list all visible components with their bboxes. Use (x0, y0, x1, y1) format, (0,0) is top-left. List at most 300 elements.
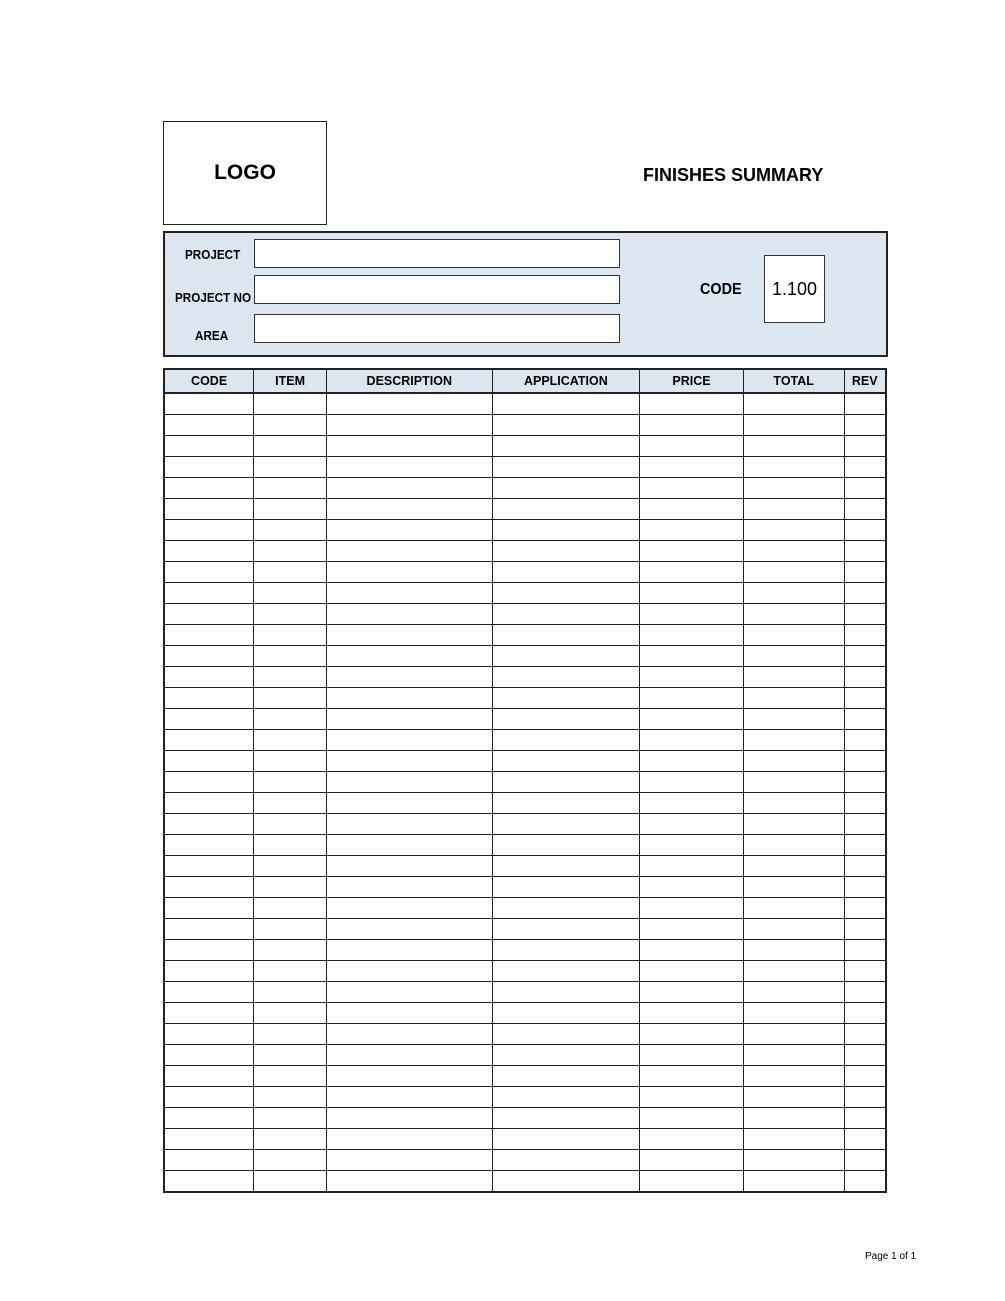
cell-description[interactable] (326, 478, 492, 499)
cell-description[interactable] (326, 541, 492, 562)
cell-description[interactable] (326, 961, 492, 982)
cell-price[interactable] (640, 646, 744, 667)
cell-code[interactable] (164, 961, 254, 982)
cell-rev[interactable] (844, 541, 886, 562)
table-row (164, 1171, 886, 1193)
cell-item[interactable] (254, 856, 327, 877)
cell-description[interactable] (326, 499, 492, 520)
cell-item[interactable] (254, 709, 327, 730)
cell-price[interactable] (640, 499, 744, 520)
cell-rev[interactable] (844, 982, 886, 1003)
cell-code[interactable] (164, 1066, 254, 1087)
cell-application[interactable] (492, 982, 640, 1003)
cell-description[interactable] (326, 625, 492, 646)
cell-price[interactable] (640, 604, 744, 625)
cell-item[interactable] (254, 393, 327, 415)
cell-code[interactable] (164, 625, 254, 646)
cell-total[interactable] (743, 1003, 844, 1024)
cell-application[interactable] (492, 835, 640, 856)
cell-description[interactable] (326, 688, 492, 709)
cell-rev[interactable] (844, 583, 886, 604)
cell-code[interactable] (164, 478, 254, 499)
cell-price[interactable] (640, 772, 744, 793)
cell-code[interactable] (164, 562, 254, 583)
cell-code[interactable] (164, 688, 254, 709)
cell-application[interactable] (492, 709, 640, 730)
cell-code[interactable] (164, 856, 254, 877)
cell-description[interactable] (326, 415, 492, 436)
cell-price[interactable] (640, 856, 744, 877)
cell-code[interactable] (164, 898, 254, 919)
cell-rev[interactable] (844, 1129, 886, 1150)
cell-total[interactable] (743, 898, 844, 919)
cell-description[interactable] (326, 1108, 492, 1129)
cell-code[interactable] (164, 1087, 254, 1108)
cell-total[interactable] (743, 814, 844, 835)
cell-total[interactable] (743, 940, 844, 961)
project-no-field[interactable] (254, 275, 620, 304)
cell-rev[interactable] (844, 499, 886, 520)
table-row (164, 793, 886, 814)
cell-rev[interactable] (844, 436, 886, 457)
cell-description[interactable] (326, 1066, 492, 1087)
cell-rev[interactable] (844, 604, 886, 625)
cell-application[interactable] (492, 583, 640, 604)
cell-item[interactable] (254, 583, 327, 604)
cell-total[interactable] (743, 1087, 844, 1108)
cell-item[interactable] (254, 1108, 327, 1129)
cell-total[interactable] (743, 856, 844, 877)
cell-item[interactable] (254, 436, 327, 457)
cell-application[interactable] (492, 1150, 640, 1171)
cell-description[interactable] (326, 814, 492, 835)
cell-item[interactable] (254, 646, 327, 667)
page-number: Page 1 of 1 (865, 1251, 917, 1262)
cell-description[interactable] (326, 898, 492, 919)
cell-price[interactable] (640, 1171, 744, 1193)
cell-description[interactable] (326, 583, 492, 604)
cell-item[interactable] (254, 961, 327, 982)
cell-total[interactable] (743, 562, 844, 583)
cell-rev[interactable] (844, 520, 886, 541)
cell-rev[interactable] (844, 730, 886, 751)
cell-item[interactable] (254, 814, 327, 835)
cell-rev[interactable] (844, 393, 886, 415)
logo-placeholder: LOGO (163, 121, 327, 225)
cell-rev[interactable] (844, 772, 886, 793)
cell-price[interactable] (640, 898, 744, 919)
cell-total[interactable] (743, 436, 844, 457)
cell-item[interactable] (254, 1024, 327, 1045)
code-value[interactable]: 1.100 (764, 255, 825, 323)
cell-description[interactable] (326, 1003, 492, 1024)
cell-description[interactable] (326, 877, 492, 898)
cell-description[interactable] (326, 646, 492, 667)
table-row (164, 415, 886, 436)
cell-item[interactable] (254, 541, 327, 562)
cell-total[interactable] (743, 730, 844, 751)
cell-code[interactable] (164, 541, 254, 562)
cell-code[interactable] (164, 646, 254, 667)
cell-total[interactable] (743, 1129, 844, 1150)
cell-description[interactable] (326, 1024, 492, 1045)
cell-price[interactable] (640, 520, 744, 541)
cell-price[interactable] (640, 1066, 744, 1087)
cell-application[interactable] (492, 688, 640, 709)
cell-code[interactable] (164, 919, 254, 940)
cell-total[interactable] (743, 625, 844, 646)
cell-application[interactable] (492, 1045, 640, 1066)
cell-price[interactable] (640, 961, 744, 982)
cell-item[interactable] (254, 835, 327, 856)
cell-item[interactable] (254, 1150, 327, 1171)
cell-total[interactable] (743, 982, 844, 1003)
cell-code[interactable] (164, 1171, 254, 1193)
cell-price[interactable] (640, 393, 744, 415)
cell-code[interactable] (164, 393, 254, 415)
cell-item[interactable] (254, 751, 327, 772)
cell-application[interactable] (492, 646, 640, 667)
cell-application[interactable] (492, 772, 640, 793)
cell-rev[interactable] (844, 835, 886, 856)
cell-code[interactable] (164, 415, 254, 436)
cell-price[interactable] (640, 709, 744, 730)
table-row (164, 604, 886, 625)
cell-application[interactable] (492, 478, 640, 499)
table-row (164, 919, 886, 940)
cell-price[interactable] (640, 1087, 744, 1108)
cell-rev[interactable] (844, 415, 886, 436)
table-row (164, 583, 886, 604)
cell-code[interactable] (164, 604, 254, 625)
cell-item[interactable] (254, 940, 327, 961)
cell-description[interactable] (326, 1129, 492, 1150)
table-row (164, 541, 886, 562)
cell-code[interactable] (164, 751, 254, 772)
cell-description[interactable] (326, 604, 492, 625)
cell-price[interactable] (640, 625, 744, 646)
table-row (164, 1150, 886, 1171)
column-header-description: DESCRIPTION (326, 369, 492, 393)
cell-code[interactable] (164, 1150, 254, 1171)
cell-description[interactable] (326, 919, 492, 940)
cell-total[interactable] (743, 919, 844, 940)
cell-price[interactable] (640, 982, 744, 1003)
table-row (164, 457, 886, 478)
cell-item[interactable] (254, 415, 327, 436)
cell-rev[interactable] (844, 961, 886, 982)
cell-total[interactable] (743, 772, 844, 793)
cell-item[interactable] (254, 688, 327, 709)
cell-rev[interactable] (844, 646, 886, 667)
cell-description[interactable] (326, 667, 492, 688)
cell-total[interactable] (743, 415, 844, 436)
cell-total[interactable] (743, 1024, 844, 1045)
table-row (164, 982, 886, 1003)
cell-rev[interactable] (844, 688, 886, 709)
cell-price[interactable] (640, 730, 744, 751)
cell-code[interactable] (164, 940, 254, 961)
cell-total[interactable] (743, 835, 844, 856)
cell-item[interactable] (254, 1045, 327, 1066)
cell-code[interactable] (164, 793, 254, 814)
cell-code[interactable] (164, 583, 254, 604)
cell-item[interactable] (254, 877, 327, 898)
cell-code[interactable] (164, 667, 254, 688)
cell-item[interactable] (254, 520, 327, 541)
cell-description[interactable] (326, 772, 492, 793)
cell-rev[interactable] (844, 1087, 886, 1108)
cell-code[interactable] (164, 982, 254, 1003)
cell-item[interactable] (254, 667, 327, 688)
cell-application[interactable] (492, 751, 640, 772)
cell-price[interactable] (640, 436, 744, 457)
cell-application[interactable] (492, 604, 640, 625)
cell-application[interactable] (492, 436, 640, 457)
cell-rev[interactable] (844, 1024, 886, 1045)
cell-price[interactable] (640, 541, 744, 562)
cell-total[interactable] (743, 499, 844, 520)
cell-application[interactable] (492, 1066, 640, 1087)
cell-description[interactable] (326, 457, 492, 478)
cell-total[interactable] (743, 709, 844, 730)
cell-rev[interactable] (844, 562, 886, 583)
cell-item[interactable] (254, 982, 327, 1003)
cell-description[interactable] (326, 730, 492, 751)
cell-price[interactable] (640, 1003, 744, 1024)
cell-description[interactable] (326, 520, 492, 541)
cell-total[interactable] (743, 541, 844, 562)
cell-price[interactable] (640, 478, 744, 499)
cell-code[interactable] (164, 457, 254, 478)
cell-application[interactable] (492, 1003, 640, 1024)
cell-item[interactable] (254, 457, 327, 478)
table-row (164, 436, 886, 457)
cell-application[interactable] (492, 814, 640, 835)
cell-item[interactable] (254, 499, 327, 520)
cell-item[interactable] (254, 1087, 327, 1108)
cell-rev[interactable] (844, 793, 886, 814)
cell-application[interactable] (492, 541, 640, 562)
cell-price[interactable] (640, 940, 744, 961)
table-row (164, 856, 886, 877)
cell-description[interactable] (326, 856, 492, 877)
cell-total[interactable] (743, 1108, 844, 1129)
cell-total[interactable] (743, 961, 844, 982)
table-row (164, 1087, 886, 1108)
cell-application[interactable] (492, 457, 640, 478)
cell-item[interactable] (254, 1003, 327, 1024)
cell-total[interactable] (743, 667, 844, 688)
cell-price[interactable] (640, 1150, 744, 1171)
cell-total[interactable] (743, 393, 844, 415)
cell-price[interactable] (640, 877, 744, 898)
cell-application[interactable] (492, 499, 640, 520)
cell-application[interactable] (492, 393, 640, 415)
cell-item[interactable] (254, 1171, 327, 1193)
cell-rev[interactable] (844, 457, 886, 478)
cell-application[interactable] (492, 520, 640, 541)
cell-code[interactable] (164, 1129, 254, 1150)
cell-item[interactable] (254, 478, 327, 499)
cell-code[interactable] (164, 1024, 254, 1045)
cell-rev[interactable] (844, 709, 886, 730)
cell-description[interactable] (326, 835, 492, 856)
table-row (164, 940, 886, 961)
cell-price[interactable] (640, 814, 744, 835)
cell-price[interactable] (640, 688, 744, 709)
cell-application[interactable] (492, 562, 640, 583)
cell-price[interactable] (640, 751, 744, 772)
table-row (164, 499, 886, 520)
project-info-panel (163, 231, 888, 357)
cell-rev[interactable] (844, 898, 886, 919)
cell-description[interactable] (326, 436, 492, 457)
project-field[interactable] (254, 239, 620, 268)
cell-price[interactable] (640, 835, 744, 856)
cell-description[interactable] (326, 562, 492, 583)
table-row (164, 625, 886, 646)
cell-code[interactable] (164, 499, 254, 520)
cell-application[interactable] (492, 667, 640, 688)
column-header-rev: REV (844, 369, 886, 393)
cell-item[interactable] (254, 1066, 327, 1087)
cell-total[interactable] (743, 1045, 844, 1066)
cell-application[interactable] (492, 1129, 640, 1150)
cell-application[interactable] (492, 856, 640, 877)
cell-application[interactable] (492, 961, 640, 982)
cell-rev[interactable] (844, 814, 886, 835)
cell-application[interactable] (492, 1087, 640, 1108)
table-row (164, 1129, 886, 1150)
cell-rev[interactable] (844, 919, 886, 940)
cell-code[interactable] (164, 772, 254, 793)
cell-item[interactable] (254, 625, 327, 646)
cell-description[interactable] (326, 1087, 492, 1108)
cell-rev[interactable] (844, 1003, 886, 1024)
table-row (164, 646, 886, 667)
cell-code[interactable] (164, 835, 254, 856)
cell-item[interactable] (254, 919, 327, 940)
cell-application[interactable] (492, 898, 640, 919)
cell-total[interactable] (743, 688, 844, 709)
cell-total[interactable] (743, 793, 844, 814)
cell-code[interactable] (164, 877, 254, 898)
cell-description[interactable] (326, 709, 492, 730)
cell-total[interactable] (743, 1150, 844, 1171)
cell-item[interactable] (254, 562, 327, 583)
cell-description[interactable] (326, 793, 492, 814)
cell-application[interactable] (492, 1171, 640, 1193)
cell-price[interactable] (640, 583, 744, 604)
cell-description[interactable] (326, 393, 492, 415)
cell-rev[interactable] (844, 877, 886, 898)
cell-rev[interactable] (844, 625, 886, 646)
table-row (164, 667, 886, 688)
cell-item[interactable] (254, 793, 327, 814)
cell-description[interactable] (326, 1171, 492, 1193)
cell-code[interactable] (164, 436, 254, 457)
cell-total[interactable] (743, 604, 844, 625)
column-header-total: TOTAL (743, 369, 844, 393)
cell-item[interactable] (254, 772, 327, 793)
cell-total[interactable] (743, 478, 844, 499)
cell-price[interactable] (640, 667, 744, 688)
cell-rev[interactable] (844, 856, 886, 877)
cell-code[interactable] (164, 730, 254, 751)
cell-description[interactable] (326, 751, 492, 772)
cell-rev[interactable] (844, 1066, 886, 1087)
cell-code[interactable] (164, 814, 254, 835)
cell-code[interactable] (164, 520, 254, 541)
cell-price[interactable] (640, 415, 744, 436)
cell-code[interactable] (164, 709, 254, 730)
cell-code[interactable] (164, 1045, 254, 1066)
cell-application[interactable] (492, 919, 640, 940)
cell-total[interactable] (743, 1171, 844, 1193)
cell-item[interactable] (254, 898, 327, 919)
cell-rev[interactable] (844, 1045, 886, 1066)
cell-description[interactable] (326, 1045, 492, 1066)
cell-item[interactable] (254, 1129, 327, 1150)
cell-total[interactable] (743, 583, 844, 604)
cell-rev[interactable] (844, 1108, 886, 1129)
cell-item[interactable] (254, 604, 327, 625)
cell-total[interactable] (743, 751, 844, 772)
cell-total[interactable] (743, 457, 844, 478)
cell-price[interactable] (640, 1129, 744, 1150)
table-row (164, 1003, 886, 1024)
table-row (164, 709, 886, 730)
cell-rev[interactable] (844, 667, 886, 688)
cell-code[interactable] (164, 1003, 254, 1024)
cell-application[interactable] (492, 1024, 640, 1045)
cell-application[interactable] (492, 1108, 640, 1129)
cell-application[interactable] (492, 940, 640, 961)
cell-application[interactable] (492, 625, 640, 646)
cell-price[interactable] (640, 1108, 744, 1129)
cell-price[interactable] (640, 457, 744, 478)
cell-rev[interactable] (844, 940, 886, 961)
area-label: AREA (195, 328, 229, 343)
cell-rev[interactable] (844, 1171, 886, 1193)
cell-application[interactable] (492, 730, 640, 751)
cell-price[interactable] (640, 562, 744, 583)
cell-rev[interactable] (844, 1150, 886, 1171)
cell-total[interactable] (743, 1066, 844, 1087)
cell-application[interactable] (492, 415, 640, 436)
cell-description[interactable] (326, 940, 492, 961)
cell-application[interactable] (492, 877, 640, 898)
cell-rev[interactable] (844, 478, 886, 499)
cell-rev[interactable] (844, 751, 886, 772)
cell-code[interactable] (164, 1108, 254, 1129)
cell-price[interactable] (640, 1024, 744, 1045)
cell-description[interactable] (326, 982, 492, 1003)
table-row (164, 393, 886, 415)
cell-total[interactable] (743, 877, 844, 898)
cell-price[interactable] (640, 1045, 744, 1066)
cell-application[interactable] (492, 793, 640, 814)
area-field[interactable] (254, 314, 620, 343)
table-row (164, 562, 886, 583)
cell-item[interactable] (254, 730, 327, 751)
cell-price[interactable] (640, 793, 744, 814)
cell-total[interactable] (743, 646, 844, 667)
cell-description[interactable] (326, 1150, 492, 1171)
cell-price[interactable] (640, 919, 744, 940)
cell-total[interactable] (743, 520, 844, 541)
